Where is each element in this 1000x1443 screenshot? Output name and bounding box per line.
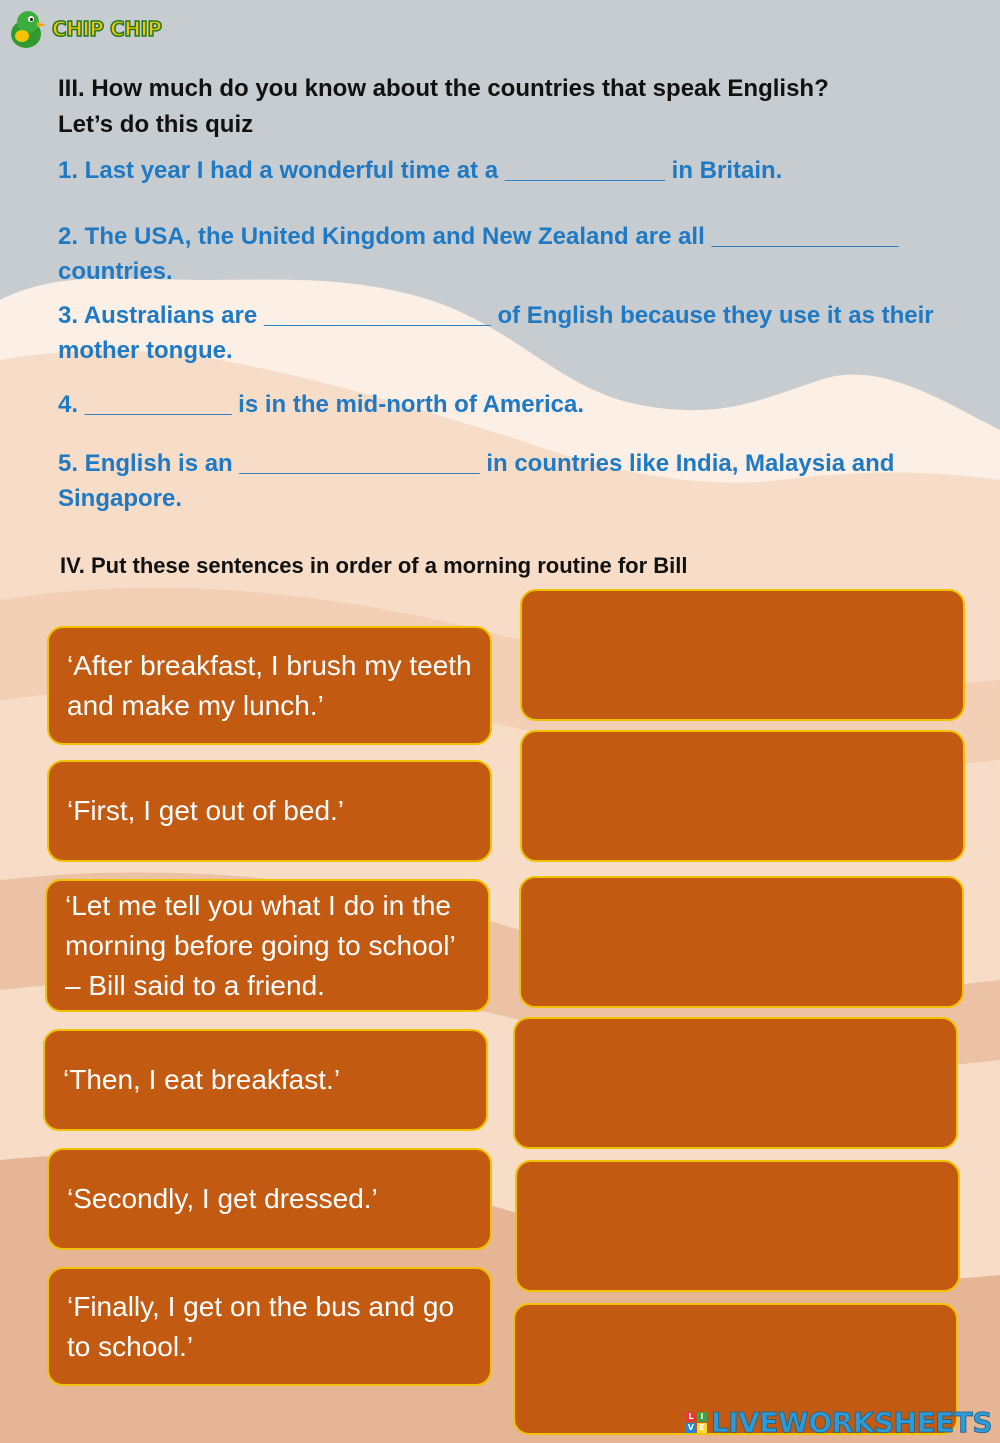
sentence-text: ‘First, I get out of bed.’: [67, 795, 345, 826]
section3-heading-line1: III. How much do you know about the countries that speak English?: [58, 75, 829, 102]
question-text: countries.: [58, 258, 173, 285]
answer-blank[interactable]: __________________: [239, 450, 480, 477]
question-text: 4.: [58, 391, 85, 418]
question-text: 5. English is an: [58, 450, 240, 477]
logo: [4, 6, 162, 52]
question-text: in countries like India, Malaysia and Singapore.: [58, 450, 895, 512]
question-2: [58, 219, 973, 289]
sentence-text: ‘After breakfast, I brush my teeth and make my lunch.’: [67, 649, 472, 721]
answer-blank[interactable]: ______________: [711, 223, 899, 250]
answer-blank[interactable]: _________________: [263, 302, 491, 329]
answer-blank[interactable]: ____________: [504, 157, 665, 184]
chick-mascot-icon: [4, 6, 50, 52]
question-1: [58, 153, 973, 188]
question-text: 3. Australians are: [58, 302, 264, 329]
sentence-text: ‘Then, I eat breakfast.’: [63, 1064, 341, 1095]
liveworksheets-logo: [686, 1406, 992, 1439]
answer-slot-5[interactable]: [515, 1160, 960, 1292]
answer-slot-4[interactable]: [513, 1017, 958, 1149]
logo-text: CHIP CHIP: [52, 17, 162, 41]
sentence-card-1[interactable]: [47, 626, 492, 745]
sentence-card-2[interactable]: [47, 760, 492, 862]
sentence-card-3[interactable]: [45, 879, 490, 1012]
question-text: in Britain.: [664, 157, 783, 184]
question-text: is in the mid-north of America.: [231, 391, 584, 418]
section4-heading: IV. Put these sentences in order of a morning routine for Bill: [60, 553, 688, 578]
answer-slot-3[interactable]: [519, 876, 964, 1008]
sentence-card-6[interactable]: [47, 1267, 492, 1386]
answer-slot-2[interactable]: [520, 730, 965, 862]
section3-heading-line2: Let’s do this quiz: [58, 111, 254, 138]
question-5: [58, 446, 973, 516]
sentence-text: ‘Finally, I get on the bus and go to school.’: [67, 1290, 455, 1362]
answer-slot-1[interactable]: [520, 589, 965, 721]
liveworksheets-badge-icon: L I V E: [686, 1412, 707, 1433]
question-text: 1. Last year I had a wonderful time at a: [58, 157, 505, 184]
question-text: 2. The USA, the United Kingdom and New Zealand are all: [58, 223, 712, 250]
liveworksheets-text: LIVEWORKSHEETS: [710, 1406, 992, 1439]
question-4: [58, 387, 973, 422]
answer-blank[interactable]: ___________: [84, 391, 232, 418]
sentence-card-4[interactable]: [43, 1029, 488, 1131]
sentence-card-5[interactable]: [47, 1148, 492, 1250]
sentence-text: ‘Let me tell you what I do in the morning before going to school’ – Bill said to a friend.: [65, 889, 455, 1001]
question-3: [58, 298, 973, 368]
question-text: of English because they use it as their mother tongue.: [58, 302, 934, 364]
sentence-text: ‘Secondly, I get dressed.’: [67, 1183, 378, 1214]
